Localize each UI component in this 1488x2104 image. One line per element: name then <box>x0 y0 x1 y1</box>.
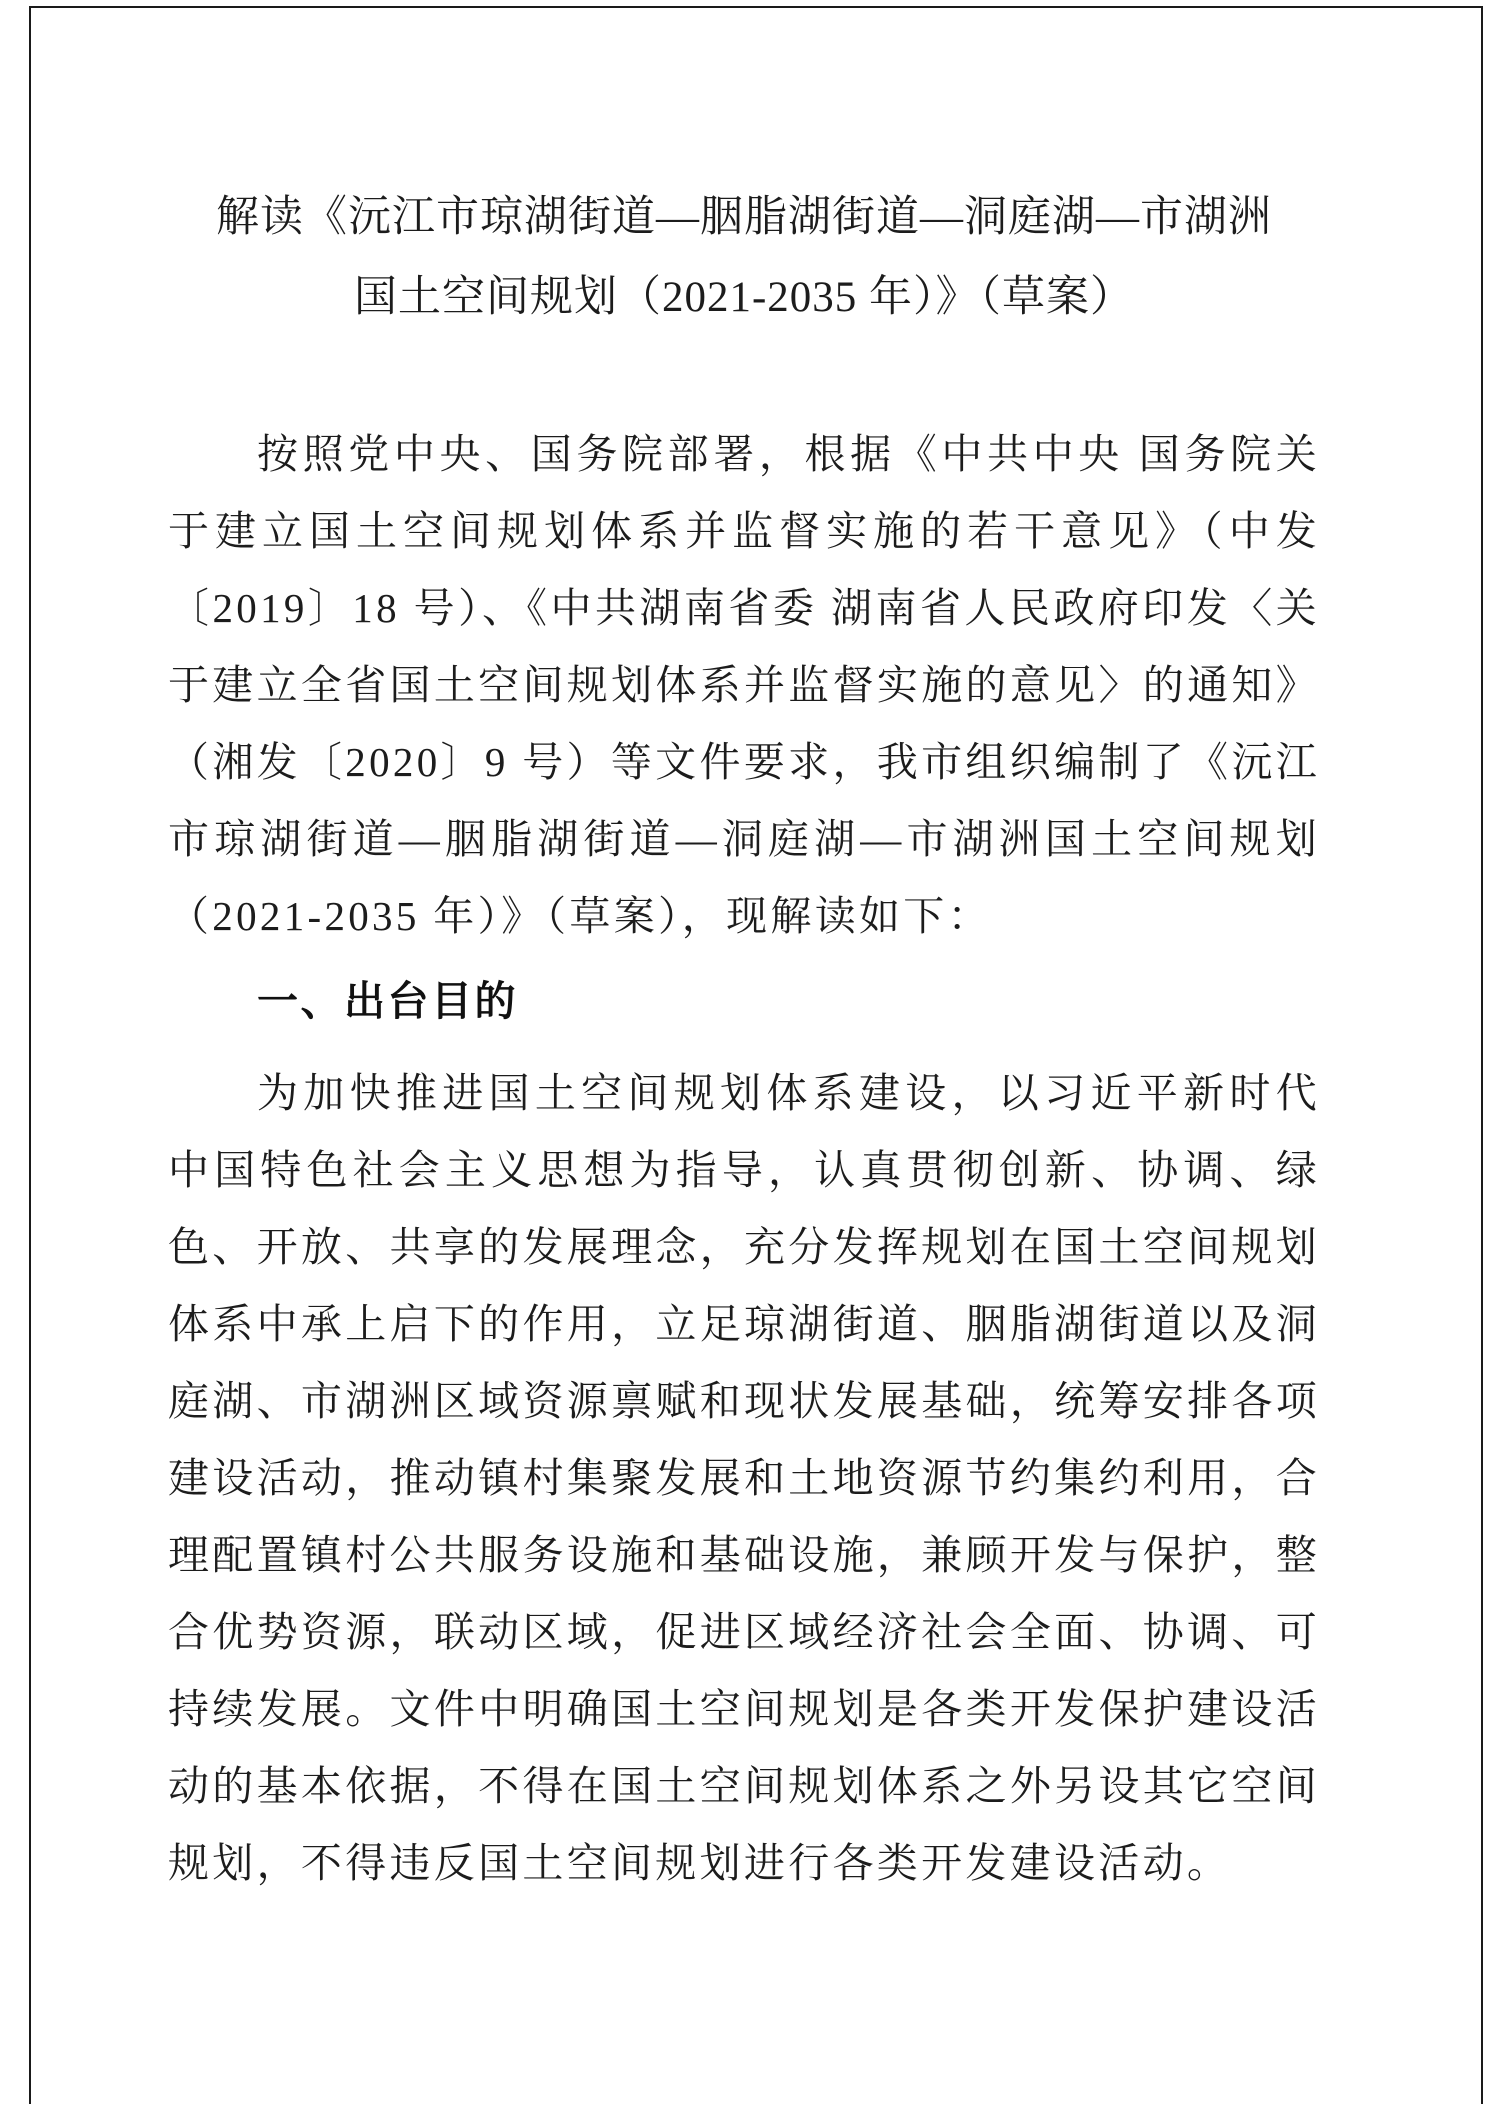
document-title <box>168 178 1320 338</box>
section-1-heading: 一、出台目的 <box>257 978 518 1024</box>
document-title-line1: 解读《沅江市琼湖街道—胭脂湖街道—洞庭湖—市湖洲 <box>216 194 1272 241</box>
document-content <box>168 178 1320 1902</box>
document-title-line2: 国土空间规划（2021-2035 年）》（草案） <box>353 274 1135 321</box>
section-1-paragraph: 为加快推进国土空间规划体系建设，以习近平新时代中国特色社会主义思想为指导，认真贯彻创新、协调、绿色、开放、共享的发展理念，充分发挥规划在国土空间规划体系中承上启下的作用，立足琼湖街道、胭脂湖街道以及洞庭湖、市湖洲区域资源禀赋和现状发展基础，统筹安排各项建设活动，推动镇村集聚发展和土地资源节约集约利用，合理配置镇村公共服务设施和基础设施，兼顾开发与保护，整合优势资源，联动区域，促进区域经济社会全面、协调、可持续发展。文件中明确国土空间规划是各类开发保护建设活动的基本依据，不得在国土空间规划体系之外另设其它空间规划，不得违反国土空间规划进行各类开发建设活动。 <box>168 1070 1320 1886</box>
intro-paragraph: 按照党中央、国务院部署，根据《中共中央 国务院关于建立国土空间规划体系并监督实施的若干意见》（中发〔2019〕18 号）、《中共湖南省委 湖南省人民政府印发〈关于建立全省国土空间规划体系并监督实施的意见〉的通知》（湘发〔2020〕9 号）等文件要求，我市组织编制了《沅江市琼湖街道—胭脂湖街道—洞庭湖—市湖洲国土空间规划（2021-2035 年）》（草案），现解读如下： <box>168 431 1320 939</box>
